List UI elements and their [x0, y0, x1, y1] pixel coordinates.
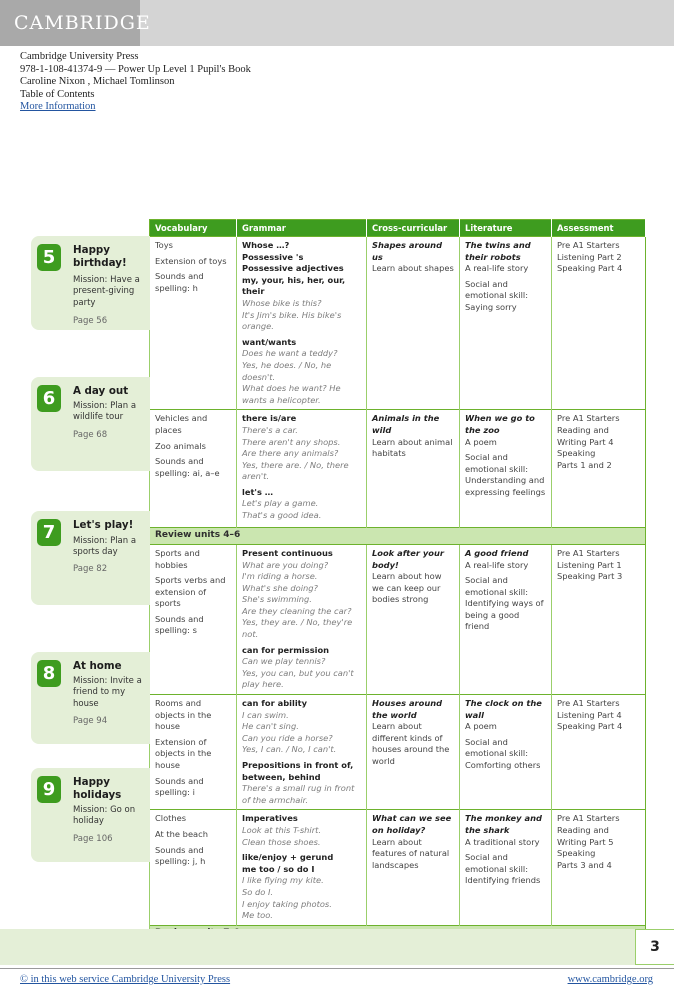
vocab-item: At the beach — [155, 828, 208, 839]
logo-box — [0, 0, 151, 46]
literature-type: A real-life story — [465, 263, 529, 274]
vocab-item: Sounds and spelling: j, h — [155, 844, 206, 867]
grammar-example: I like flying my kite. — [242, 875, 324, 886]
vocab-item: Sports and hobbies — [155, 547, 200, 570]
grammar-point: Prepositions in front of, between, behind — [242, 760, 354, 782]
vocab-item: Extension of objects in the house — [155, 736, 212, 770]
cross-title: Shapes around us — [372, 240, 443, 262]
col-vocabulary: Vocabulary — [150, 220, 237, 237]
grammar-cell — [237, 410, 367, 528]
assessment-item: Pre A1 Starters — [557, 413, 620, 424]
cross-title: What can we see on holiday? — [372, 813, 452, 835]
review-label: Review units 4–6 — [150, 528, 646, 545]
cross-curricular-cell — [367, 544, 460, 694]
vocab-item: Sports verbs and extension of sports — [155, 575, 226, 609]
literature-skill: Social and emotional skill: Understanding and expressing feelings — [465, 452, 546, 497]
vocab-item: Rooms and objects in the house — [155, 698, 212, 732]
unit-page: Page 68 — [73, 430, 108, 440]
unit-9-label — [31, 768, 150, 862]
grammar-point: Possessive adjectives my, your, his, her, our, their — [242, 263, 346, 297]
literature-cell — [460, 544, 552, 694]
vocab-cell — [150, 410, 237, 528]
literature-cell — [460, 695, 552, 810]
grammar-example: Can you ride a horse? — [242, 732, 333, 743]
grammar-point: Imperatives — [242, 813, 298, 824]
grammar-point: can for permission — [242, 644, 330, 655]
unit-number-badge: 5 — [37, 244, 61, 271]
unit-number-badge: 8 — [37, 660, 61, 687]
header-row — [150, 220, 646, 237]
assessment-cell — [552, 810, 646, 926]
grammar-example: I can swim. — [242, 709, 289, 720]
cross-desc: Learn about animal habitats — [372, 436, 453, 459]
literature-type: A real-life story — [465, 559, 529, 570]
grammar-example: Whose bike is this? — [242, 297, 322, 308]
unit-mission: Mission: Plan a sports day — [73, 536, 137, 558]
grammar-example: What does he want? He wants a helicopter. — [242, 383, 341, 405]
cross-title: Animals in the wild — [372, 413, 440, 435]
grammar-point: me too / so do I — [242, 863, 315, 874]
grammar-example: Are there any animals? — [242, 448, 339, 459]
assessment-item: Pre A1 Starters — [557, 240, 620, 250]
unit-6-label — [31, 377, 150, 471]
unit-page: Page 82 — [73, 564, 108, 574]
assessment-item: Pre A1 Starters — [557, 698, 620, 709]
grammar-example: Does he want a teddy? — [242, 348, 338, 359]
grammar-example: Can we play tennis? — [242, 656, 326, 667]
grammar-example: There's a small rug in front of the armchair. — [242, 783, 355, 805]
literature-cell — [460, 810, 552, 926]
unit-number-badge: 9 — [37, 776, 61, 803]
cross-desc: Learn about shapes — [372, 263, 454, 274]
unit-title: Happy holidays — [73, 776, 122, 801]
grammar-point: Possessive 's — [242, 251, 304, 262]
cross-desc: Learn about different kinds of houses around the world — [372, 721, 450, 766]
grammar-cell — [237, 810, 367, 926]
assessment-item: Pre A1 Starters — [557, 547, 620, 558]
grammar-example: Let's play a game. — [242, 498, 319, 509]
unit-7-row — [150, 544, 646, 694]
grammar-example: There aren't any shops. — [242, 436, 341, 447]
grammar-example: What are you doing? — [242, 559, 329, 570]
unit-title: Happy birthday! — [73, 244, 127, 269]
unit-mission: Mission: Go on holiday — [73, 805, 136, 827]
assessment-cell — [552, 544, 646, 694]
unit-5-row — [150, 237, 646, 410]
cross-title: Look after your body! — [372, 547, 444, 570]
unit-number-badge: 7 — [37, 519, 61, 546]
grammar-example: That's a good idea. — [242, 510, 322, 521]
grammar-example: I'm riding a horse. — [242, 571, 318, 582]
grammar-example: Yes, he does. / No, he doesn't. — [242, 359, 332, 382]
unit-mission: Mission: Plan a wildlife tour — [73, 401, 137, 423]
grammar-point: there is/are — [242, 413, 297, 424]
grammar-example: There's a car. — [242, 424, 298, 435]
vocab-item: Toys — [155, 240, 173, 250]
assessment-item: Reading and Writing Part 5 — [557, 824, 614, 847]
assessment-item: Pre A1 Starters — [557, 813, 620, 824]
grammar-example: I enjoy taking photos. — [242, 898, 332, 909]
unit-8-label — [31, 652, 150, 744]
grammar-cell — [237, 237, 367, 410]
assessment-item: Reading and Writing Part 4 — [557, 424, 614, 447]
assessment-item: Listening Part 2 — [557, 251, 622, 262]
unit-title: Let's play! — [73, 519, 134, 531]
assessment-item: Speaking Part 4 — [557, 721, 623, 732]
grammar-cell — [237, 695, 367, 810]
assessment-item: Speaking Part 4 — [557, 263, 623, 274]
grammar-example: She's swimming. — [242, 594, 312, 605]
grammar-example: Yes, I can. / No, I can't. — [242, 744, 337, 755]
isbn-title: 978-1-108-41374-9 — Power Up Level 1 Pupil's Book — [20, 63, 251, 75]
more-information-link[interactable]: More Information — [20, 101, 96, 113]
grammar-example: He can't sing. — [242, 721, 299, 732]
unit-title: A day out — [73, 385, 129, 397]
cross-curricular-cell — [367, 410, 460, 528]
assessment-item: Speaking — [557, 848, 596, 859]
grammar-point: like/enjoy + gerund — [242, 852, 334, 863]
cross-curricular-cell — [367, 810, 460, 926]
literature-type: A traditional story — [465, 836, 540, 847]
unit-number-badge: 6 — [37, 385, 61, 412]
footer-band — [0, 929, 635, 965]
vocab-item: Clothes — [155, 813, 187, 824]
website-link[interactable]: www.cambridge.org — [567, 974, 653, 985]
grammar-example: So do I. — [242, 886, 274, 897]
literature-skill: Social and emotional skill: Saying sorry — [465, 278, 529, 312]
contents-table — [149, 219, 646, 943]
assessment-item: Listening Part 4 — [557, 709, 622, 720]
literature-cell — [460, 237, 552, 410]
book-meta — [20, 51, 251, 114]
grammar-example: Me too. — [242, 910, 273, 921]
grammar-cell — [237, 544, 367, 694]
unit-6-row — [150, 410, 646, 528]
cambridge-logo: CAMBRIDGE — [14, 12, 151, 34]
cross-curricular-cell — [367, 695, 460, 810]
literature-type: A poem — [465, 436, 497, 447]
cross-desc: Learn about features of natural landscapes — [372, 836, 450, 870]
literature-title: When we go to the zoo — [465, 413, 535, 435]
assessment-cell — [552, 410, 646, 528]
authors: Caroline Nixon , Michael Tomlinson — [20, 76, 175, 88]
vocab-cell — [150, 237, 237, 410]
literature-cell — [460, 410, 552, 528]
cross-title: Houses around the world — [372, 698, 443, 720]
grammar-example: Are they cleaning the car? — [242, 605, 352, 616]
col-literature: Literature — [460, 220, 552, 237]
unit-mission: Mission: Invite a friend to my house — [73, 676, 142, 709]
page-number: 3 — [635, 929, 674, 965]
grammar-point: Present continuous — [242, 547, 333, 558]
unit-page: Page 106 — [73, 834, 113, 844]
literature-skill: Social and emotional skill: Identifying friends — [465, 852, 541, 886]
col-grammar: Grammar — [237, 220, 367, 237]
literature-title: The twins and their robots — [465, 240, 531, 262]
literature-skill: Social and emotional skill: Identifying ways of being a good friend — [465, 575, 544, 632]
grammar-example: Clean those shoes. — [242, 836, 321, 847]
vocab-cell — [150, 544, 237, 694]
assessment-cell — [552, 695, 646, 810]
vocab-item: Sounds and spelling: ai, a–e — [155, 456, 220, 478]
review-row — [150, 528, 646, 545]
vocab-item: Sounds and spelling: s — [155, 613, 204, 636]
assessment-item: Speaking Part 3 — [557, 571, 623, 582]
vocab-item: Extension of toys — [155, 255, 227, 266]
unit-title: At home — [73, 660, 122, 672]
vocab-cell — [150, 810, 237, 926]
assessment-cell — [552, 237, 646, 410]
grammar-example: Yes, they are. / No, they're not. — [242, 617, 353, 640]
unit-page: Page 94 — [73, 716, 108, 726]
col-cross-curricular: Cross-curricular — [367, 220, 460, 237]
vocab-item: Zoo animals — [155, 440, 206, 451]
publisher: Cambridge University Press — [20, 51, 139, 62]
copyright-link[interactable]: © in this web service Cambridge University Press — [20, 974, 231, 985]
literature-title: A good friend — [465, 547, 529, 558]
vocab-item: Vehicles and places — [155, 413, 208, 435]
literature-title: The monkey and the shark — [465, 813, 542, 835]
grammar-example: What's she doing? — [242, 582, 318, 593]
grammar-point: want/wants — [242, 336, 297, 347]
literature-type: A poem — [465, 721, 497, 732]
cross-curricular-cell — [367, 237, 460, 410]
vocab-cell — [150, 695, 237, 810]
assessment-item: Listening Part 1 — [557, 559, 622, 570]
assessment-item: Parts 1 and 2 — [557, 459, 612, 470]
literature-title: The clock on the wall — [465, 698, 542, 720]
grammar-point: let's … — [242, 486, 274, 497]
grammar-example: Yes, you can, but you can't play here. — [242, 667, 354, 690]
section-label: Table of Contents — [20, 88, 95, 100]
unit-9-row — [150, 810, 646, 926]
grammar-point: Whose …? — [242, 240, 290, 250]
cross-desc: Learn about how we can keep our bodies strong — [372, 571, 442, 605]
assessment-item: Speaking — [557, 448, 596, 459]
literature-skill: Social and emotional skill: Comforting others — [465, 736, 541, 770]
unit-5-label — [31, 236, 150, 330]
vocab-item: Sounds and spelling: i — [155, 775, 204, 798]
top-bar — [0, 0, 674, 46]
unit-7-label — [31, 511, 150, 605]
divider — [0, 968, 674, 969]
col-assessment: Assessment — [552, 220, 646, 237]
assessment-item: Parts 3 and 4 — [557, 859, 612, 870]
grammar-example: Yes, there are. / No, there aren't. — [242, 459, 349, 482]
grammar-example: It's Jim's bike. His bike's orange. — [242, 309, 342, 332]
grammar-example: Look at this T-shirt. — [242, 824, 322, 835]
unit-page: Page 56 — [73, 316, 108, 326]
unit-8-row — [150, 695, 646, 810]
grammar-point: can for ability — [242, 698, 308, 709]
unit-mission: Mission: Have a present-giving party — [73, 275, 140, 308]
vocab-item: Sounds and spelling: h — [155, 271, 204, 293]
